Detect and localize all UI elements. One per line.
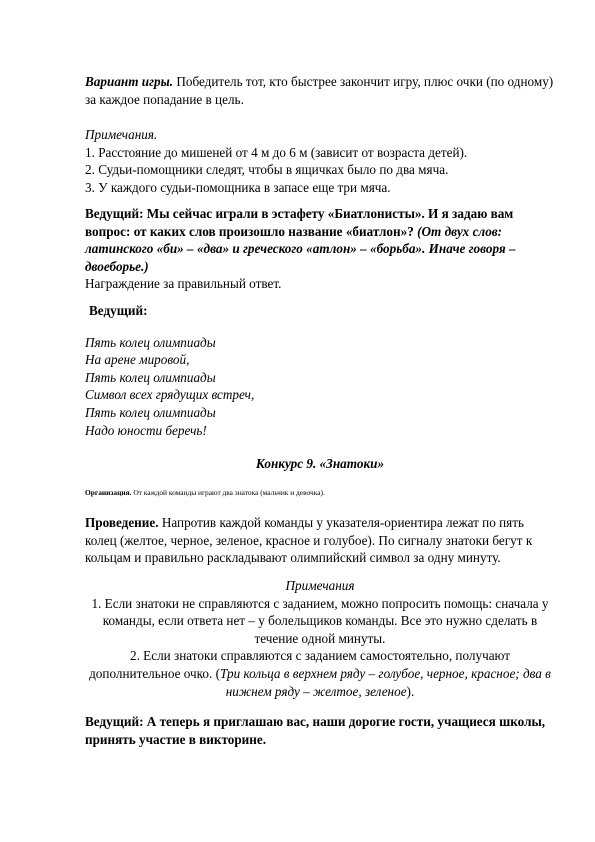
- organization-text: От каждой команды играют два знатока (мальчик и девочка).: [131, 488, 325, 497]
- notes-section-2: Примечания 1. Если знатоки не справляются с заданием, можно попросить помощь: сначала у команды, если ответа нет – у болельщиков команды. Все это нужно сделать в течение одной минуты. 2. Если знатоки справляются с заданием самостоятельно, получают дополнительное очко. (Три кольца в верхнем ряду – голубое, черное, красное; два в нижнем ряду – желтое, зеленое).: [85, 577, 555, 700]
- poem-line: Пять колец олимпиады: [85, 404, 216, 420]
- poem-line: Символ всех грядущих встреч,: [85, 387, 255, 403]
- host-question-paragraph: [85, 205, 555, 293]
- note-item: 3. У каждого судьи-помощника в запасе еще три мяча.: [85, 179, 391, 195]
- poem-line: Пять колец олимпиады: [85, 369, 216, 385]
- notes-title: Примечания.: [85, 127, 158, 142]
- procedure-paragraph: [85, 514, 555, 567]
- procedure-label: Проведение.: [85, 515, 159, 530]
- contest-title: Конкурс 9. «Знатоки»: [255, 456, 385, 471]
- note-item: 2. Если знатоки справляются с заданием самостоятельно, получают дополнительное очко.: [89, 648, 511, 681]
- note-item: 1. Расстояние до мишеней от 4 м до 6 м (зависит от возраста детей).: [85, 144, 468, 160]
- poem-line: Пять колец олимпиады: [85, 334, 216, 350]
- host-question-text: Ведущий: Мы сейчас играли в эстафету «Биатлонисты». И я задаю вам вопрос: от каких слов произошло название «биатлон»?: [85, 206, 514, 239]
- note-item: 2. Судьи-помощники следят, чтобы в ящичках было по два мяча.: [85, 162, 449, 178]
- rings-layout-note: Три кольца в верхнем ряду – голубое, черное, красное; два в нижнем ряду – желтое, зеленое: [219, 665, 551, 699]
- variant-text: Победитель тот, кто быстрее закончит игру, плюс очки (по одному) за каждое попадание в цель.: [85, 74, 554, 107]
- organization-paragraph: [85, 488, 555, 498]
- variant-paragraph: [85, 73, 555, 108]
- contest-title-block: [85, 455, 555, 473]
- notes-section-1: [85, 126, 555, 196]
- notes-title: Примечания: [285, 578, 355, 593]
- poem-line: На арене мировой,: [85, 352, 190, 368]
- poem-section: [85, 302, 555, 439]
- organization-label: Организация.: [85, 488, 132, 497]
- host-question-answer: (От двух слов: латинского «би» – «два» и греческого «атлон» – «борьба». Иначе говоря – двоеборье.): [85, 223, 516, 274]
- reward-text: Награждение за правильный ответ.: [85, 276, 282, 292]
- note-item: 1. Если знатоки не справляются с заданием, можно попросить помощь: сначала у команды, если ответа нет – у болельщиков команды. Все это нужно сделать в течение одной минуты.: [91, 595, 549, 646]
- final-text: Ведущий: А теперь я приглашаю вас, наши дорогие гости, учащиеся школы, принять участие в викторине.: [85, 714, 546, 747]
- poem-line: Надо юности беречь!: [85, 422, 207, 438]
- final-paragraph: [85, 713, 555, 748]
- variant-label: Вариант игры.: [85, 74, 174, 89]
- procedure-text: Напротив каждой команды у указателя-ориентира лежат по пять колец (желтое, черное, зеленое, красное и голубое). По сигналу знатоки бегут к кольцам и правильно раскладывают олимпийский символ за одну минуту.: [85, 515, 533, 566]
- poem-speaker: Ведущий:: [89, 303, 148, 318]
